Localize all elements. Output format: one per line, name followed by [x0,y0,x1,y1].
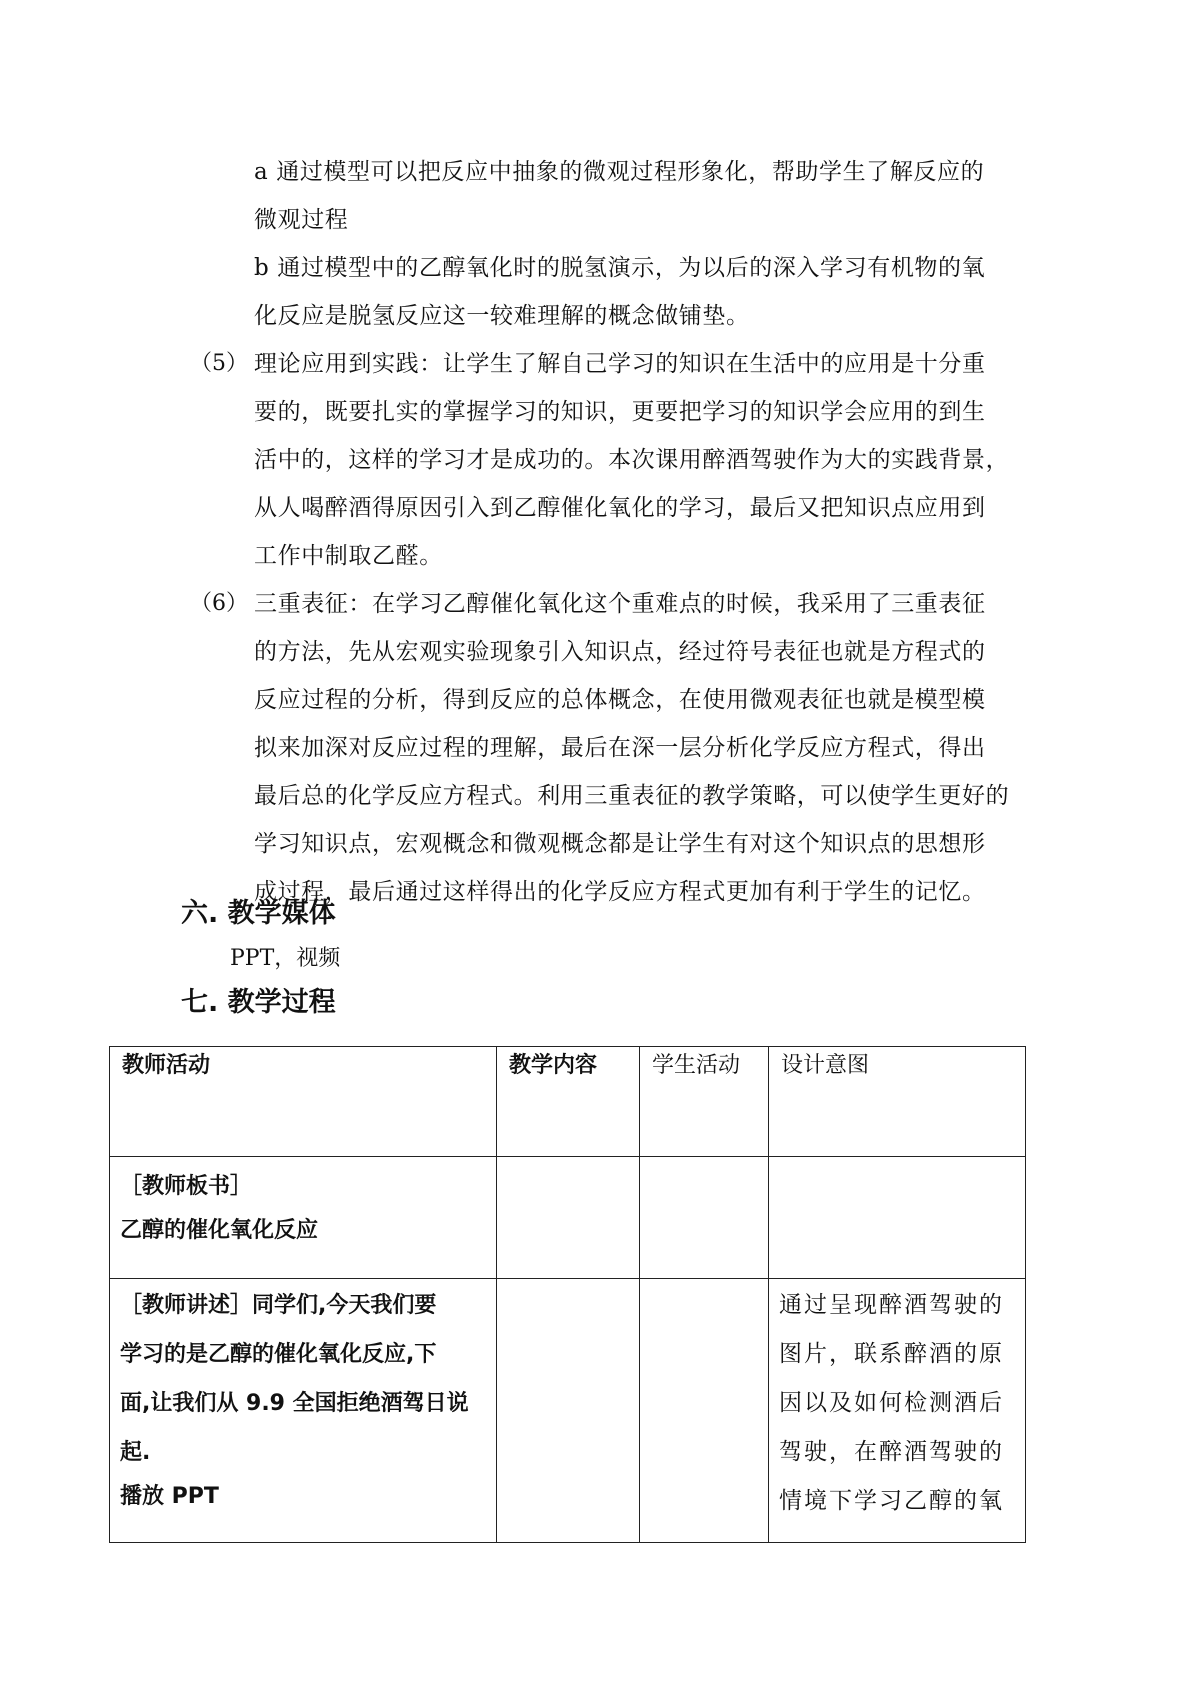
header-design-intent: 设计意图 [781,1053,870,1078]
row2-teacher-line-2: 学习的是乙醇的催化氧化反应,下 [120,1342,437,1367]
row2-content-cell [497,1279,640,1543]
section7-heading: 七. 教学过程 [181,987,336,1018]
header-cell-teacher [110,1047,497,1157]
header-cell-content [497,1047,640,1157]
row2-teacher-cell [110,1279,497,1543]
row2-intent-cell [769,1279,1026,1543]
item6-line-5: 最后总的化学反应方程式。利用三重表征的教学策略，可以使学生更好的 [254,783,1010,809]
row1-content-cell [497,1157,640,1279]
item6-number: （6） [190,591,248,616]
item5-line-3: 活中的，这样的学习才是成功的。本次课用醉酒驾驶作为大的实践背景， [254,447,1010,473]
table-header-row [110,1047,1026,1157]
row2-intent-line-1: 通过呈现醉酒驾驶的 [779,1292,1004,1318]
row2-teacher-line-4: 起. [120,1440,151,1465]
item6-line-1: 三重表征：在学习乙醇催化氧化这个重难点的时候，我采用了三重表征 [254,591,986,617]
section5-line-1: a 通过模型可以把反应中抽象的微观过程形象化，帮助学生了解反应的 [254,159,985,185]
row2-student-cell [640,1279,769,1543]
row2-intent-line-4: 驾驶，在醉酒驾驶的 [779,1439,1004,1465]
item5-line-5: 工作中制取乙醛。 [254,543,443,569]
row1-teacher-line-2: 乙醇的催化氧化反应 [120,1218,319,1243]
row2-intent-line-3: 因以及如何检测酒后 [779,1390,1004,1416]
item5-number: （5） [190,351,248,376]
item5-line-4: 从人喝醉酒得原因引入到乙醇催化氧化的学习，最后又把知识点应用到 [254,495,986,521]
item5-line-1: 理论应用到实践：让学生了解自己学习的知识在生活中的应用是十分重 [254,351,986,377]
header-cell-student [640,1047,769,1157]
section6-content: PPT，视频 [230,946,341,971]
header-teaching-content: 教学内容 [509,1053,598,1078]
row1-student-cell [640,1157,769,1279]
row2-teacher-line-3: 面,让我们从 9.9 全国拒绝酒驾日说 [120,1391,469,1416]
section5-line-3: b 通过模型中的乙醇氧化时的脱氢演示，为以后的深入学习有机物的氧 [254,255,986,281]
item6-line-2: 的方法，先从宏观实验现象引入知识点，经过符号表征也就是方程式的 [254,639,986,665]
table-row [110,1279,1026,1543]
row2-teacher-line-5: 播放 PPT [120,1484,219,1509]
row2-teacher-line-1: ［教师讲述］同学们,今天我们要 [120,1293,437,1318]
item6-line-3: 反应过程的分析，得到反应的总体概念，在使用微观表征也就是模型模 [254,687,986,713]
header-student-activity: 学生活动 [652,1053,741,1078]
row2-intent-line-5: 情境下学习乙醇的氧 [779,1488,1004,1514]
teaching-process-table [109,1046,1026,1543]
row2-intent-line-2: 图片，联系醉酒的原 [779,1341,1004,1367]
section5-line-2: 微观过程 [254,207,349,233]
table-row [110,1157,1026,1279]
header-teacher-activity: 教师活动 [122,1053,211,1078]
item6-line-4: 拟来加深对反应过程的理解，最后在深一层分析化学反应方程式，得出 [254,735,986,761]
item6-line-7: 成过程，最后通过这样得出的化学反应方程式更加有利于学生的记忆。 [254,879,986,905]
section5-line-4: 化反应是脱氢反应这一较难理解的概念做铺垫。 [254,303,750,329]
item5-line-2: 要的，既要扎实的掌握学习的知识，更要把学习的知识学会应用的到生 [254,399,986,425]
item6-line-6: 学习知识点，宏观概念和微观概念都是让学生有对这个知识点的思想形 [254,831,986,857]
row1-teacher-cell [110,1157,497,1279]
section6-heading: 六. 教学媒体 [181,898,336,929]
header-cell-intent [769,1047,1026,1157]
row1-teacher-line-1: ［教师板书］ [120,1174,253,1199]
row1-intent-cell [769,1157,1026,1279]
